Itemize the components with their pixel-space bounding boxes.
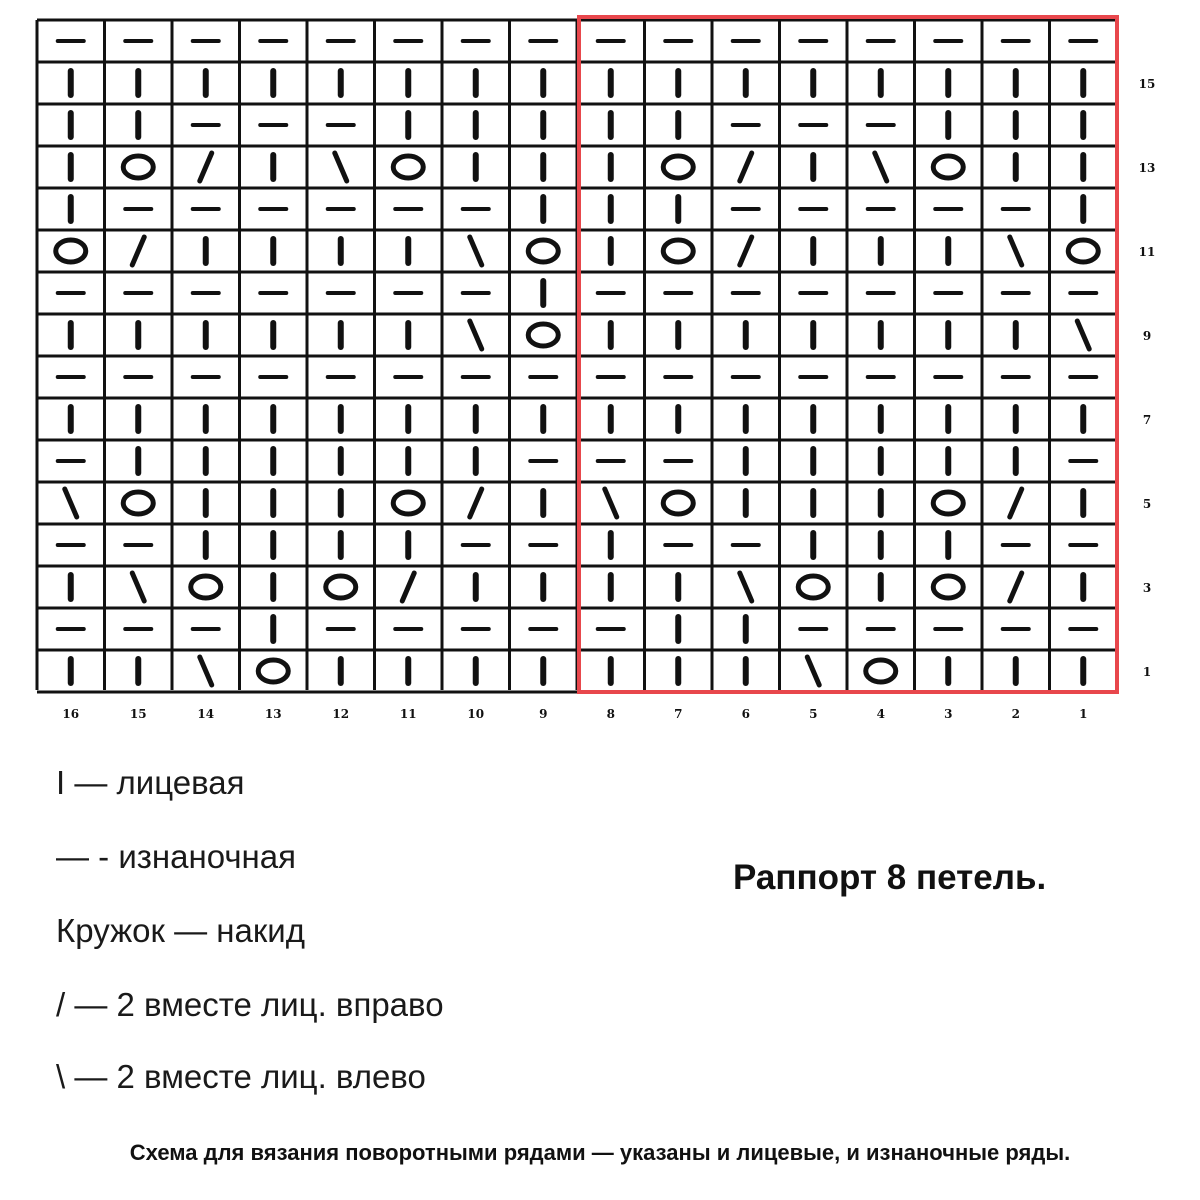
row-number: 5 <box>1142 497 1152 511</box>
k2tog-left-symbol <box>335 153 347 181</box>
yarn-over-symbol <box>123 156 153 178</box>
yarn-over-symbol <box>528 324 558 346</box>
legend-knit: I — лицевая <box>56 764 245 801</box>
yarn-over-symbol <box>326 576 356 598</box>
column-number: 6 <box>741 707 750 721</box>
k2tog-left-symbol <box>807 657 819 685</box>
yarn-over-symbol <box>663 156 693 178</box>
k2tog-right-symbol <box>740 237 752 265</box>
footnote: Схема для вязания поворотными рядами — указаны и лицевые, и изнаночные ряды. <box>129 1140 1071 1165</box>
k2tog-right-symbol <box>1010 573 1022 601</box>
yarn-over-symbol <box>528 240 558 262</box>
k2tog-left-symbol <box>740 573 752 601</box>
yarn-over-symbol <box>663 240 693 262</box>
row-number: 15 <box>1138 77 1156 91</box>
column-number: 7 <box>674 707 683 721</box>
yarn-over-symbol <box>798 576 828 598</box>
column-number: 11 <box>399 707 417 721</box>
k2tog-left-symbol <box>1077 321 1089 349</box>
k2tog-left-symbol <box>132 573 144 601</box>
k2tog-right-symbol <box>1010 489 1022 517</box>
row-number: 7 <box>1142 413 1152 427</box>
column-number: 3 <box>944 707 953 721</box>
legend-yarn-over: Кружок — накид <box>56 912 305 949</box>
k2tog-right-symbol <box>200 153 212 181</box>
yarn-over-symbol <box>56 240 86 262</box>
column-number: 8 <box>606 707 615 721</box>
yarn-over-symbol <box>933 576 963 598</box>
yarn-over-symbol <box>123 492 153 514</box>
k2tog-left-symbol <box>470 321 482 349</box>
rapport-label: Раппорт 8 петель. <box>733 858 1047 897</box>
row-number: 1 <box>1142 665 1152 679</box>
column-number: 12 <box>332 707 350 721</box>
k2tog-right-symbol <box>132 237 144 265</box>
k2tog-left-symbol <box>65 489 77 517</box>
yarn-over-symbol <box>393 156 423 178</box>
column-number: 14 <box>197 707 215 721</box>
column-number: 15 <box>129 707 147 721</box>
column-number: 5 <box>809 707 818 721</box>
column-number: 2 <box>1011 707 1020 721</box>
column-number: 1 <box>1079 707 1088 721</box>
k2tog-left-symbol <box>470 237 482 265</box>
yarn-over-symbol <box>933 156 963 178</box>
column-number: 13 <box>264 707 282 721</box>
k2tog-right-symbol <box>740 153 752 181</box>
yarn-over-symbol <box>663 492 693 514</box>
yarn-over-symbol <box>191 576 221 598</box>
legend-k2tog-right: / — 2 вместе лиц. вправо <box>56 986 444 1023</box>
row-number: 13 <box>1138 161 1156 175</box>
yarn-over-symbol <box>393 492 423 514</box>
yarn-over-symbol <box>258 660 288 682</box>
yarn-over-symbol <box>866 660 896 682</box>
legend-purl: — - изнаночная <box>56 838 296 875</box>
row-number: 9 <box>1142 329 1152 343</box>
k2tog-left-symbol <box>605 489 617 517</box>
k2tog-right-symbol <box>470 489 482 517</box>
k2tog-left-symbol <box>875 153 887 181</box>
k2tog-left-symbol <box>200 657 212 685</box>
column-number: 9 <box>539 707 548 721</box>
k2tog-left-symbol <box>1010 237 1022 265</box>
k2tog-right-symbol <box>402 573 414 601</box>
column-number: 16 <box>62 707 80 721</box>
column-number: 10 <box>467 707 485 721</box>
row-number: 11 <box>1138 245 1156 259</box>
legend-k2tog-left: \ — 2 вместе лиц. влево <box>56 1058 426 1095</box>
row-number: 3 <box>1142 581 1152 595</box>
column-number: 4 <box>876 707 885 721</box>
yarn-over-symbol <box>933 492 963 514</box>
yarn-over-symbol <box>1068 240 1098 262</box>
